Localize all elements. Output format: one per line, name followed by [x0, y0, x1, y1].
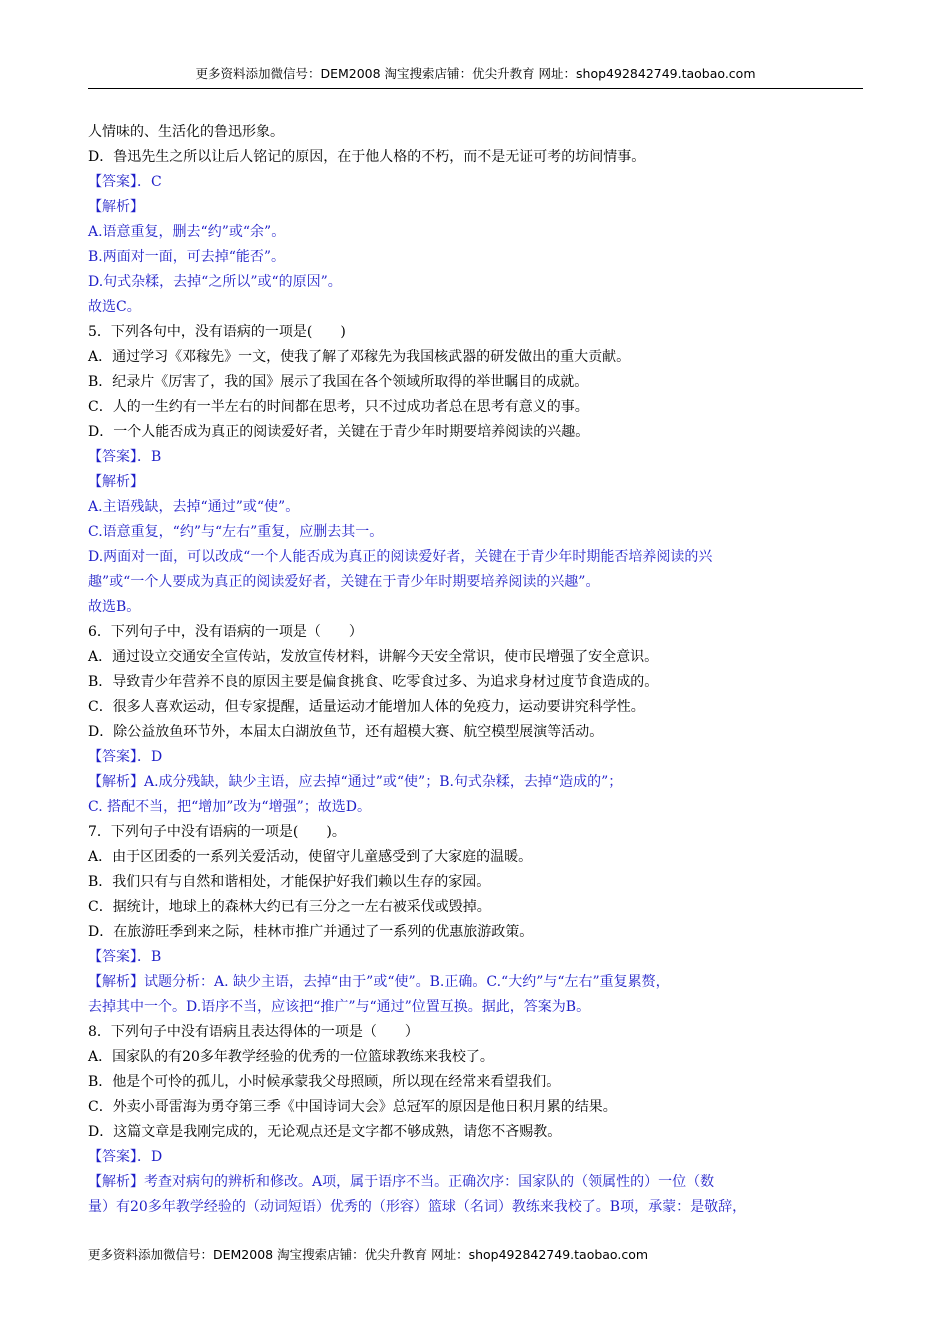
text-line: C. 搭配不当，把“增加”改为“增强”；故选D。 — [88, 799, 371, 815]
text-line: D.句式杂糅，去掉“之所以”或“的原因”。 — [88, 274, 342, 290]
text-line: C．据统计，地球上的森林大约已有三分之一左右被采伐或毁掉。 — [88, 899, 491, 915]
text-line: B．导致青少年营养不良的原因主要是偏食挑食、吃零食过多、为追求身材过度节食造成的。 — [88, 674, 659, 690]
text-line: 【答案】．B — [88, 449, 162, 465]
page-footer: 更多资料添加微信号：DEM2008 淘宝搜索店铺：优尖升教育 网址：shop492842749.taobao.com — [88, 1247, 649, 1262]
text-line: 【答案】．C — [88, 174, 162, 190]
text-line: A．通过学习《邓稼先》一文，使我了解了邓稼先为我国核武器的研发做出的重大贡献。 — [88, 349, 631, 365]
text-line: D．在旅游旺季到来之际，桂林市推广并通过了一系列的优惠旅游政策。 — [88, 924, 534, 940]
text-line: D.两面对一面，可以改成“一个人能否成为真正的阅读爱好者，关键在于青少年时期能否培养阅读的兴 — [88, 549, 713, 565]
text-line: 【答案】．B — [88, 949, 162, 965]
text-line: D．除公益放鱼环节外，本届太白湖放鱼节，还有超模大赛、航空模型展演等活动。 — [88, 724, 604, 740]
text-line: 6．下列句子中，没有语病的一项是（ ） — [88, 624, 363, 640]
text-line: 故选B。 — [88, 599, 141, 615]
text-line: 7．下列句子中没有语病的一项是( )。 — [88, 824, 346, 840]
text-line: C.语意重复，“约”与“左右”重复，应删去其一。 — [88, 524, 384, 540]
text-line: 故选C。 — [88, 299, 141, 315]
document-body — [88, 120, 866, 1220]
text-line: A.语意重复，删去“约”或“余”。 — [88, 224, 286, 240]
text-line: B．他是个可怜的孤儿，小时候承蒙我父母照顾，所以现在经常来看望我们。 — [88, 1074, 561, 1090]
text-line: A．通过设立交通安全宣传站，发放宣传材料，讲解今天安全常识，使市民增强了安全意识。 — [88, 649, 659, 665]
text-line: B．我们只有与自然和谐相处，才能保护好我们赖以生存的家园。 — [88, 874, 491, 890]
text-line: 趣”或“一个人要成为真正的阅读爱好者，关键在于青少年时期要培养阅读的兴趣”。 — [88, 574, 600, 590]
text-line: 【答案】．D — [88, 1149, 163, 1165]
page-header: 更多资料添加微信号：DEM2008 淘宝搜索店铺：优尖升教育 网址：shop492842749.taobao.com — [88, 64, 863, 89]
text-line: C．很多人喜欢运动，但专家提醒，适量运动才能增加人体的免疫力，运动要讲究科学性。 — [88, 699, 645, 715]
text-line: A．国家队的有20多年教学经验的优秀的一位篮球教练来我校了。 — [88, 1049, 494, 1065]
text-line: A.主语残缺，去掉“通过”或“使”。 — [88, 499, 300, 515]
text-line: 8．下列句子中没有语病且表达得体的一项是（ ） — [88, 1024, 419, 1040]
text-line: 【解析】A.成分残缺，缺少主语，应去掉“通过”或“使”；B.句式杂糅，去掉“造成的”； — [88, 774, 623, 790]
text-line: D．一个人能否成为真正的阅读爱好者，关键在于青少年时期要培养阅读的兴趣。 — [88, 424, 590, 440]
text-line: 量）有20多年教学经验的（动词短语）优秀的（形容）篮球（名词）教练来我校了。B项，承蒙：是敬辞， — [88, 1199, 747, 1215]
text-line: 去掉其中一个。D.语序不当，应该把“推广”与“通过”位置互换。据此，答案为B。 — [88, 999, 591, 1015]
text-line: B．纪录片《厉害了，我的国》展示了我国在各个领域所取得的举世瞩目的成就。 — [88, 374, 589, 390]
text-line: D．鲁迅先生之所以让后人铭记的原因，在于他人格的不朽，而不是无证可考的坊间情事。 — [88, 149, 646, 165]
text-line: B.两面对一面，可去掉“能否”。 — [88, 249, 286, 265]
text-line: 【答案】．D — [88, 749, 163, 765]
text-line: 【解析】试题分析：A. 缺少主语，去掉“由于”或“使”。B.正确。C.“大约”与“左右”重复累赘， — [88, 974, 670, 990]
text-line: 人情味的、生活化的鲁迅形象。 — [88, 124, 284, 140]
text-line: D．这篇文章是我刚完成的，无论观点还是文字都不够成熟，请您不吝赐教。 — [88, 1124, 562, 1140]
text-line: C．外卖小哥雷海为勇夺第三季《中国诗词大会》总冠军的原因是他日积月累的结果。 — [88, 1099, 617, 1115]
text-line: C．人的一生约有一半左右的时间都在思考，只不过成功者总在思考有意义的事。 — [88, 399, 589, 415]
text-line: 【解析】 — [88, 199, 144, 215]
text-line: 5．下列各句中，没有语病的一项是( ) — [88, 324, 346, 340]
text-line: 【解析】考查对病句的辨析和修改。A项，属于语序不当。正确次序：国家队的（领属性的）一位（数 — [88, 1174, 715, 1190]
text-line: 【解析】 — [88, 474, 144, 490]
text-line: A．由于区团委的一系列关爱活动，使留守儿童感受到了大家庭的温暖。 — [88, 849, 533, 865]
